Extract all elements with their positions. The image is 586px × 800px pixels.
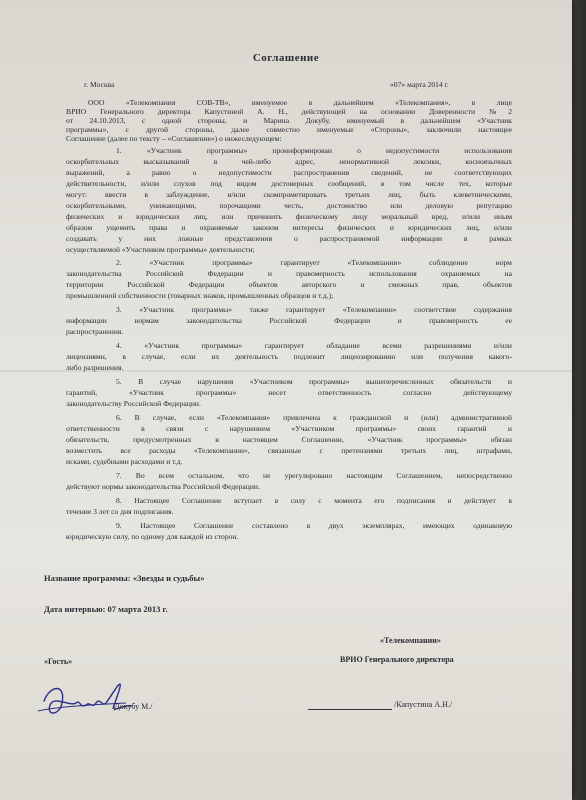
clause-line: создавать у них ложные представления о распространяемой информации в рамках xyxy=(66,234,512,243)
intro-line: ООО «Телекомпания СОВ-ТВ», именуемое в дальнейшем «Телекомпания», в лице xyxy=(88,98,512,107)
intro-line: ВРИО Генерального директора Капустиной А. Н., действующей на основании Доверенности №2 xyxy=(66,107,512,116)
clause-line: 5. В случае нарушения «Участником программы» вышеперечисленных обязательств и xyxy=(116,377,512,386)
clause-line: выражений, а равно о недопустимости распространения сведений, не соответствующих xyxy=(66,168,512,177)
clause-line: лицензиями, в случае, если их деятельность подлежит лицензированию или получения какого- xyxy=(66,352,512,361)
company-signature-line xyxy=(308,709,392,710)
intro-line: Соглашение (далее по тексту – «Соглашение») о нижеследующем: xyxy=(66,134,282,143)
place-text: г. Москва xyxy=(84,80,115,89)
clause-line: информации нормам законодательства Российской Федерации и правомерность ее xyxy=(66,316,512,325)
clause-line: могут: ввести в заблуждение, и/или скомпрометировать третьих лиц, быть клеветническими, xyxy=(66,190,512,199)
company-label: «Телекомпании» xyxy=(380,636,441,645)
clause-line: 2. «Участник программы» гарантирует «Телекомпании» соблюдение норм xyxy=(116,258,512,267)
clause-line: распространения. xyxy=(66,327,124,336)
clause-line: 7. Во всем остальном, что не урегулировано настоящим Соглашением, непосредственно xyxy=(116,471,512,480)
clause-line: течение 3 лет со дня подписания. xyxy=(66,507,174,516)
guest-label: «Гость» xyxy=(44,657,73,666)
clause-line: оскорбительными, унижающими, порочащими честь, достоинство или деловую репутацию xyxy=(66,201,512,210)
clause-line: юридическую силу, по одному для каждой из сторон. xyxy=(66,532,239,541)
clause-line: территории Российской Федерации объектов авторского и смежных прав, объектов xyxy=(66,280,512,289)
intro-line: от 24.10.2013, с одной стороны, и Марина Докубу, именуемый в дальнейшем «Участник xyxy=(66,116,512,125)
interview-date: Дата интервью: 07 марта 2013 г. xyxy=(44,604,168,614)
clause-line: законодательству Российской Федерации. xyxy=(66,399,201,408)
clause-line: 1. «Участник программы» проинформирован о недопустимости использования xyxy=(116,146,512,155)
clause-line: возместить все расходы «Телекомпании», связанные с претензиями третьих лиц, штрафами, xyxy=(66,446,512,455)
company-name: /Капустина А.Н./ xyxy=(394,700,453,709)
clause-line: действительности, и/или слухов под видом достоверных сообщений, в том числе тех, которые xyxy=(66,179,512,188)
clause-line: физических и юридических лиц, или причинить физическому лицу моральный вред, и/или иным xyxy=(66,212,512,221)
clause-line: законодательства Российской Федерации и правомерность использования охраняемых на xyxy=(66,269,512,278)
clause-line: осуществляемой «Участником программы» деятельности; xyxy=(66,245,255,254)
document-title: Соглашение xyxy=(252,52,320,64)
clause-line: 3. «Участник программы» также гарантирует «Телекомпании» соответствие содержания xyxy=(116,305,512,314)
clause-line: исками, судебными расходами и т.д. xyxy=(66,457,183,466)
clause-line: ответственности в связи с нарушением «Участником программы» своих гарантий и xyxy=(66,424,512,433)
company-role: ВРИО Генерального директора xyxy=(340,655,454,664)
clause-line: либо разрешения. xyxy=(66,363,124,372)
clause-line: промышленной собственности (товарных знаков, промышленных образцов и т.д.); xyxy=(66,291,334,300)
program-name: Название программы: «Звезды и судьбы» xyxy=(44,573,205,583)
clause-line: 9. Настоящее Соглашение составлено в двух экземплярах, имеющих одинаковую xyxy=(116,521,512,530)
clause-line: действуют нормы законодательства Российской Федерации. xyxy=(66,482,260,491)
clause-line: оскорбительных высказываний в чей-либо адрес, ненормативной лексики, косноязычных xyxy=(66,157,512,166)
clause-line: 6. В случае, если «Телекомпания» привлечена к гражданской и (или) административной xyxy=(116,413,512,422)
clause-line: 4. «Участник программы» гарантирует обладание всеми разрешениями и/или xyxy=(116,341,512,350)
clause-line: гарантий, «Участник программы» несет ответственность согласно действующему xyxy=(66,388,512,397)
clause-line: обязательств, предусмотренных в настоящем Соглашении, «Участник программы» обязан xyxy=(66,435,512,444)
guest-signature xyxy=(36,673,136,723)
date-text: «07» марта 2014 г. xyxy=(390,80,449,89)
guest-name: /Докубу М./ xyxy=(112,702,153,711)
intro-line: программы», с другой стороны, далее совместно именуемые «Стороны», заключили настоящее xyxy=(66,125,512,134)
clause-line: 8. Настоящее Соглашение вступает в силу с момента его подписания и действует в xyxy=(116,496,512,505)
clause-line: образом ущемить права и охраняемые законом интересы физических и юридических лиц, и/или xyxy=(66,223,512,232)
